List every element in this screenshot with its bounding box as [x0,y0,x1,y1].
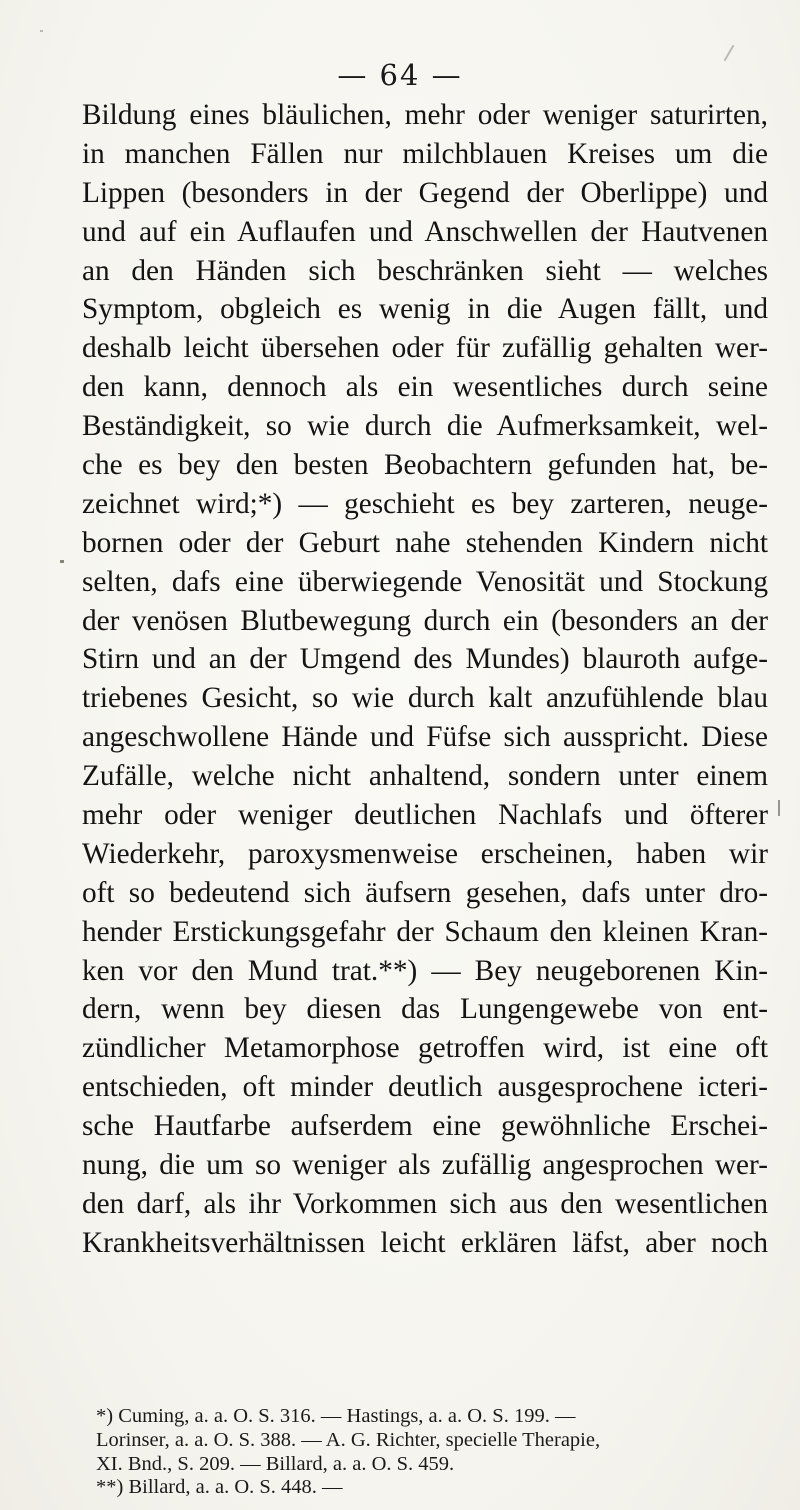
scan-speck [778,800,780,816]
text-line-4: und auf ein Auflaufen und Anschwellen der Hautvenen [82,215,768,248]
text-line-16: triebenes Gesicht, so wie durch kalt anzufühlende blau [82,682,768,715]
text-line-7: deshalb leicht übersehen oder für zufällig gehalten wer- [82,332,768,365]
text-line-6: Symptom, obgleich es wenig in die Augen fällt, und [82,293,768,326]
text-line-19: mehr oder weniger deutlichen Nachlafs und öfterer [82,799,768,832]
text-line-13: selten, dafs eine überwiegende Venosität und Stockung [82,565,768,598]
text-line-24: dern, wenn bey diesen das Lungengewebe von ent- [82,993,768,1026]
text-line-21: oft so bedeutend sich äufsern gesehen, dafs unter dro- [82,876,768,909]
text-line-28: nung, die um so weniger als zufällig angesprochen wer- [82,1149,768,1182]
footnote-line-4: **) Billard, a. a. O. S. 448. — [96,1476,343,1499]
text-line-3: Lippen (besonders in der Gegend der Oberlippe) und [82,176,768,209]
text-line-30: Krankheitsverhältnissen leicht erklären läfst, aber noch [82,1226,768,1259]
text-line-18: Zufälle, welche nicht anhaltend, sondern unter einem [82,760,768,793]
text-line-29: den darf, als ihr Vorkommen sich aus den wesentlichen [82,1187,768,1220]
text-line-2: in manchen Fällen nur milchblauen Kreises um die [82,137,768,170]
footnote-line-1: *) Cuming, a. a. O. S. 316. — Hastings, a. a. O. S. 199. — [96,1405,576,1427]
footnotes [96,1405,768,1500]
text-line-14: der venösen Blutbewegung durch ein (besonders an der [82,604,768,637]
text-line-9: Beständigkeit, so wie durch die Aufmerksamkeit, wel- [82,410,768,443]
text-line-1: Bildung eines bläulichen, mehr oder weniger saturirten, [82,99,768,131]
text-line-25: zündlicher Metamorphose getroffen wird, ist eine oft [82,1032,768,1065]
text-line-5: an den Händen sich beschränken sieht — welches [82,254,768,287]
text-line-8: den kann, dennoch als ein wesentliches durch seine [82,371,768,404]
scan-speck [40,30,43,32]
text-line-11: zeichnet wird;*) — geschieht es bey zarteren, neuge- [82,487,768,520]
text-line-23: ken vor den Mund trat.**) — Bey neugeborenen Kin- [82,954,768,987]
page-number-header: — 64 — [337,58,463,92]
text-line-27: sche Hautfarbe aufserdem eine gewöhnliche Erschei- [82,1110,768,1143]
footnote-line-3: XI. Bnd., S. 209. — Billard, a. a. O. S. 459. [96,1452,455,1475]
text-line-12: bornen oder der Geburt nahe stehenden Kindern nicht [82,526,768,559]
text-line-26: entschieden, oft minder deutlich ausgesprochene icteri- [82,1071,768,1104]
text-line-22: hender Erstickungsgefahr der Schaum den kleinen Kran- [82,915,768,948]
body-text [82,96,768,1263]
text-line-10: che es bey den besten Beobachtern gefunden hat, be- [82,449,768,482]
scan-speck [60,560,64,563]
text-line-20: Wiederkehr, paroxysmenweise erscheinen, haben wir [82,837,768,870]
text-line-17: angeschwollene Hände und Füfse sich ausspricht. Diese [82,721,768,754]
text-line-15: Stirn und an der Umgend des Mundes) blauroth aufge- [82,643,768,676]
footnote-line-2: Lorinser, a. a. O. S. 388. — A. G. Richter, specielle Therapie, [96,1428,601,1451]
